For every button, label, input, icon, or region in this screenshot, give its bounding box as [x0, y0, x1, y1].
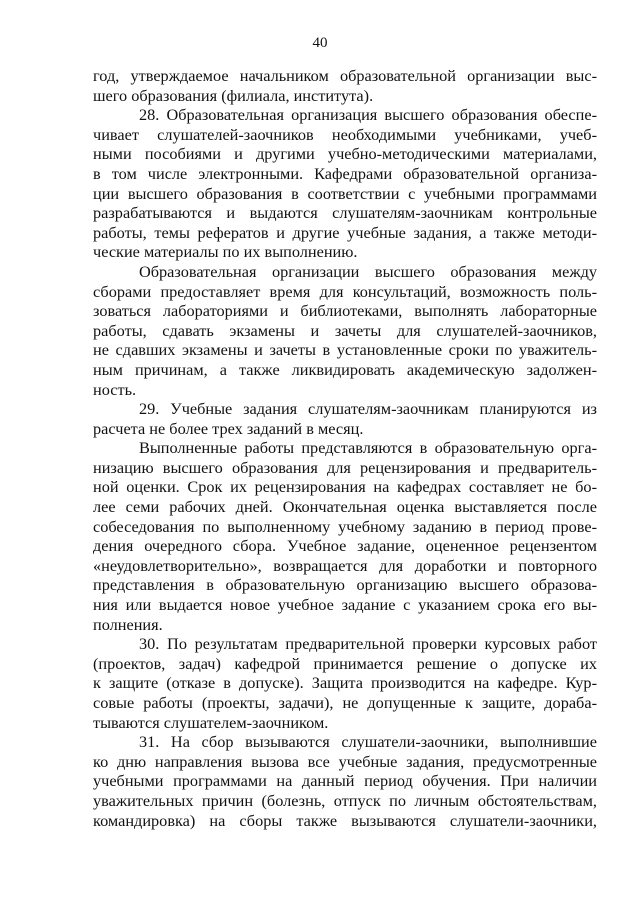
- page-number: 40: [312, 35, 328, 51]
- text-line: представления в образовательную организацию высшего образова-: [93, 575, 597, 595]
- text-line: ции высшего образования в соответствии с учебными программами: [93, 183, 597, 203]
- text-line: ным причинам, а также ликвидировать академическую задолжен-: [93, 359, 597, 379]
- text-line: полнения.: [93, 614, 163, 634]
- text-line: работы, темы рефератов и другие учебные задания, а также методи-: [93, 222, 597, 242]
- text-line: уважительных причин (болезнь, отпуск по личным обстоятельствам,: [93, 790, 597, 810]
- text-line: Выполненные работы представляются в образовательную орга-: [139, 438, 597, 458]
- text-line: «неудовлетворительно», возвращается для доработки и повторного: [93, 555, 597, 575]
- text-line: не сдавших экзамены и зачеты в установленные сроки по уважитель-: [93, 340, 597, 360]
- text-line: ными пособиями и другими учебно-методическими материалами,: [93, 144, 597, 164]
- text-line: ния или выдается новое учебное задание с указанием срока его вы-: [93, 595, 597, 615]
- text-line: сборами предоставляет время для консультаций, возможность поль-: [93, 281, 597, 301]
- text-line: командировка) на сборы также вызываются слушатели-заочники,: [93, 810, 597, 830]
- text-line: собеседования по выполненному учебному заданию в период прове-: [93, 516, 597, 536]
- text-line: 30. По результатам предварительной проверки курсовых работ: [139, 634, 597, 654]
- text-line: ческие материалы по их выполнению.: [93, 242, 358, 262]
- text-line: лее семи рабочих дней. Окончательная оценка выставляется после: [93, 497, 597, 517]
- text-line: низацию высшего образования для рецензирования и предваритель-: [93, 457, 597, 477]
- text-line: дения очередного сбора. Учебное задание, оцененное рецензентом: [93, 536, 597, 556]
- text-line: ко дню направления вызова все учебные задания, предусмотренные: [93, 751, 597, 771]
- text-line: расчета не более трех заданий в месяц.: [93, 418, 364, 438]
- text-line: разрабатываются и выдаются слушателям-заочникам контрольные: [93, 203, 597, 223]
- text-line: учебными программами на данный период обучения. При наличии: [93, 771, 597, 791]
- text-line: год, утверждаемое начальником образовательной организации выс-: [93, 66, 597, 85]
- text-line: к защите (отказе в допуске). Защита производится на кафедре. Кур-: [93, 673, 597, 693]
- text-line: работы, сдавать экзамены и зачеты для слушателей-заочников,: [93, 320, 597, 340]
- text-line: шего образования (филиала, института).: [93, 85, 374, 105]
- text-line: в том числе электронными. Кафедрами образовательной организа-: [93, 163, 597, 183]
- document-body: [93, 66, 597, 830]
- text-line: чивает слушателей-заочников необходимыми учебниками, учеб-: [93, 124, 597, 144]
- text-line: 31. На сбор вызываются слушатели-заочники, выполнившие: [139, 732, 597, 752]
- text-line: (проектов, задач) кафедрой принимается решение о допуске их: [93, 653, 597, 673]
- text-line: 28. Образовательная организация высшего образования обеспе-: [139, 105, 597, 125]
- text-line: зоваться лабораториями и библиотеками, выполнять лабораторные: [93, 301, 597, 321]
- text-line: 29. Учебные задания слушателям-заочникам планируются из: [139, 399, 597, 419]
- text-line: тываются слушателем-заочником.: [93, 712, 329, 732]
- text-line: ной оценки. Срок их рецензирования на кафедрах составляет не бо-: [93, 477, 597, 497]
- text-line: совые работы (проекты, задачи), не допущенные к защите, дораба-: [93, 693, 597, 712]
- text-line: Образовательная организации высшего образования между: [139, 261, 597, 281]
- text-line: ность.: [93, 379, 137, 399]
